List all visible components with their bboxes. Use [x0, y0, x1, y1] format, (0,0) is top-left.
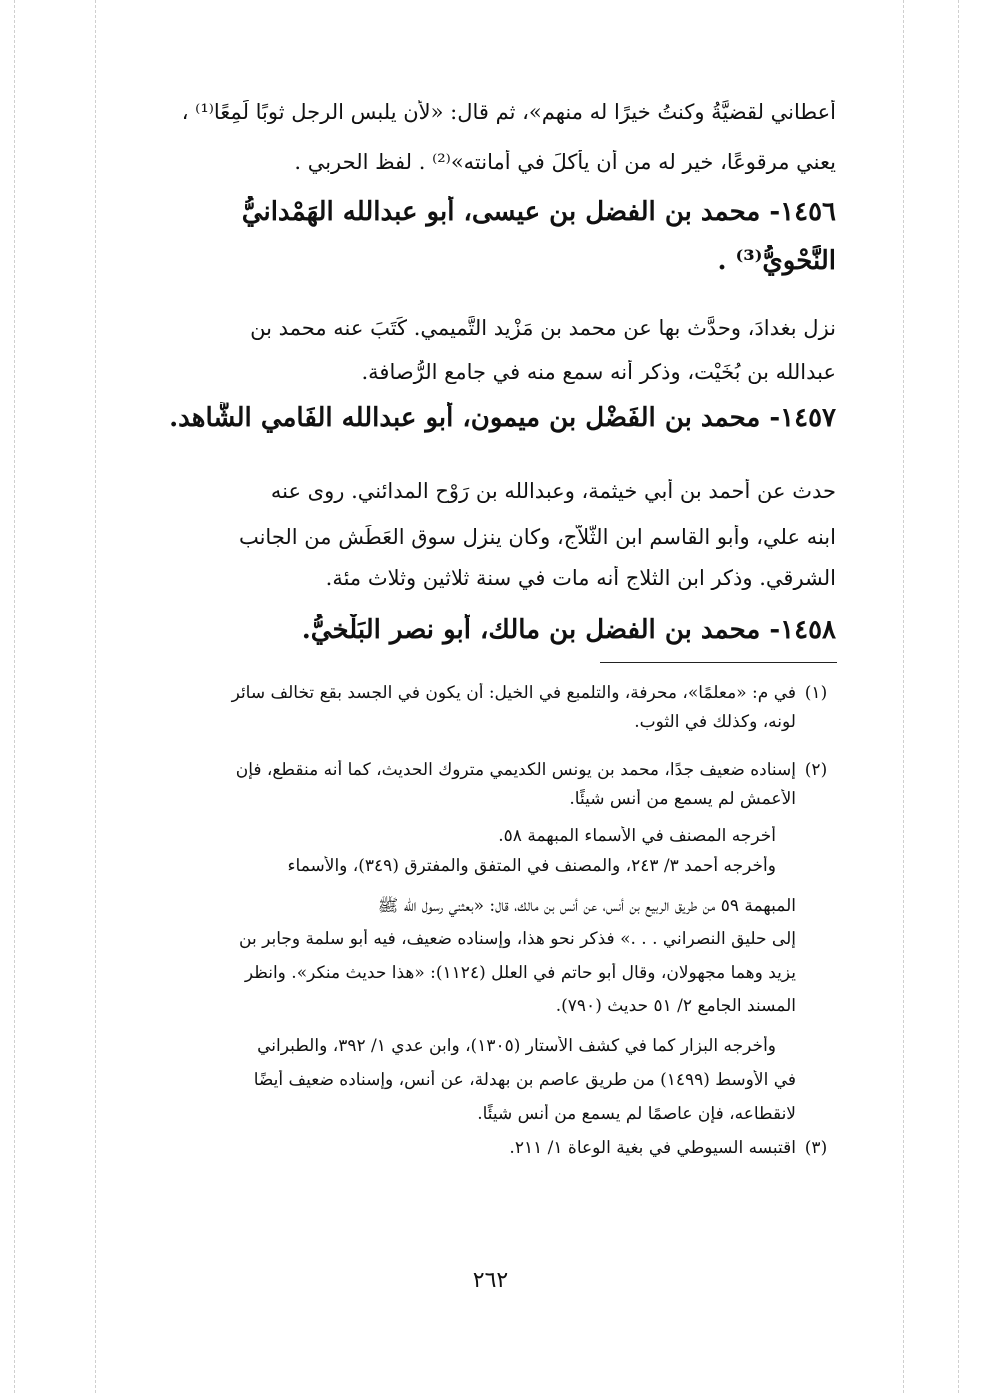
entry-body-line: حدث عن أحمد بن أبي خيثمة، وعبدالله بن رَوْح المدائني. روى عنه	[270, 479, 836, 503]
footnote-number: (٢)	[804, 760, 828, 780]
footnote-line: لونه، وكذلك في الثوب.	[634, 712, 796, 732]
footnote-line: وأخرجه البزار كما في كشف الأستار (١٣٠٥)، وابن عدي ١/ ٣٩٢، والطبراني	[257, 1036, 776, 1056]
entry-heading: ١٤٥٧- محمد بن الفَضْل بن ميمون، أبو عبدالله الفَامي الشَّاهد.	[169, 403, 836, 433]
entry-body-line: عبدالله بن بُخَيْت، وذكر أنه سمع منه في جامع الرُّصافة.	[361, 360, 836, 384]
entry-heading: النَّحْويُّ⁽³⁾ .	[717, 246, 836, 276]
intro-line: أعطاني لقضيَّةُ وكنتُ خيرًا له منهم»، ثم قال: «لأن يلبس الرجل ثوبًا لَمِعًا⁽¹⁾ ،	[181, 100, 836, 124]
page-number: ٢٦٢	[472, 1268, 509, 1293]
footnote-line: في الأوسط (١٤٩٩) من طريق عاصم بن بهدلة، عن أنس، وإسناده ضعيف أيضًا	[253, 1070, 796, 1090]
footnote-line	[141, 683, 836, 704]
footnote-line: المبهمة ٥٩ من طريق الربيع بن أنس، عن أنس بن مالك، قال: «بعثني رسول الله ﷺ	[377, 896, 796, 916]
footnote-text: اقتبسه السيوطي في بغية الوعاة ١/ ٢١١.	[509, 1138, 796, 1158]
footnote-line: إلى حليق النصراني . . .» فذكر نحو هذا، وإسناده ضعيف، فيه أبو سلمة وجابر بن	[239, 929, 796, 949]
footnote-text: إسناده ضعيف جدًا، محمد بن يونس الكديمي متروك الحديث، كما أنه منقطع، فإن	[235, 760, 796, 780]
entry-heading: ١٤٥٨- محمد بن الفضل بن مالك، أبو نصر البَلْخيُّ.	[301, 615, 836, 645]
scan-guide-line	[14, 0, 15, 1393]
entry-body-line: ابنه علي، وأبو القاسم ابن الثَّلاَّج، وكان ينزل سوق العَطَش من الجانب	[238, 525, 836, 549]
footnote-line	[141, 1138, 836, 1159]
footnote-line: لانقطاعه، فإن عاصمًا لم يسمع من أنس شيئًا.	[477, 1104, 796, 1124]
footnote-line: الأعمش لم يسمع من أنس شيئًا.	[569, 789, 796, 809]
entry-body-line: نزل بغدادَ، وحدَّث بها عن محمد بن مَزْيد التَّميمي. كَتَبَ عنه محمد بن	[250, 316, 836, 340]
footnote-line: أخرجه المصنف في الأسماء المبهمة ٥٨.	[498, 826, 776, 846]
entry-body-line: الشرقي. وذكر ابن الثلاج أنه مات في سنة ثلاثين وثلاث مئة.	[325, 566, 836, 590]
scan-guide-line	[958, 0, 959, 1393]
footnote-line: وأخرجه أحمد ٣/ ٢٤٣، والمصنف في المتفق والمفترق (٣٤٩)، والأسماء	[287, 856, 776, 876]
footnote-line: يزيد وهما مجهولان، وقال أبو حاتم في العلل (١١٢٤): «هذا حديث منكر». وانظر	[244, 963, 796, 983]
entry-heading: ١٤٥٦- محمد بن الفضل بن عيسى، أبو عبدالله الهَمْدانيُّ	[241, 197, 836, 227]
footnote-separator	[600, 662, 837, 663]
footnote-line	[141, 760, 836, 781]
footnote-text: في م: «معلمًا»، محرفة، والتلمبع في الخيل: أن يكون في الجسد بقع تخالف سائر	[231, 683, 796, 703]
footnote-line: المسند الجامع ٢/ ٥١ حديث (٧٩٠).	[555, 996, 796, 1016]
footnote-number: (١)	[804, 683, 828, 703]
intro-line: يعني مرقوعًا، خير له من أن يأكلَ في أمانته»⁽²⁾ . لفظ الحربي .	[294, 150, 836, 174]
footnote-number: (٣)	[804, 1138, 828, 1158]
scan-guide-line	[95, 0, 96, 1393]
scan-guide-line	[903, 0, 904, 1393]
